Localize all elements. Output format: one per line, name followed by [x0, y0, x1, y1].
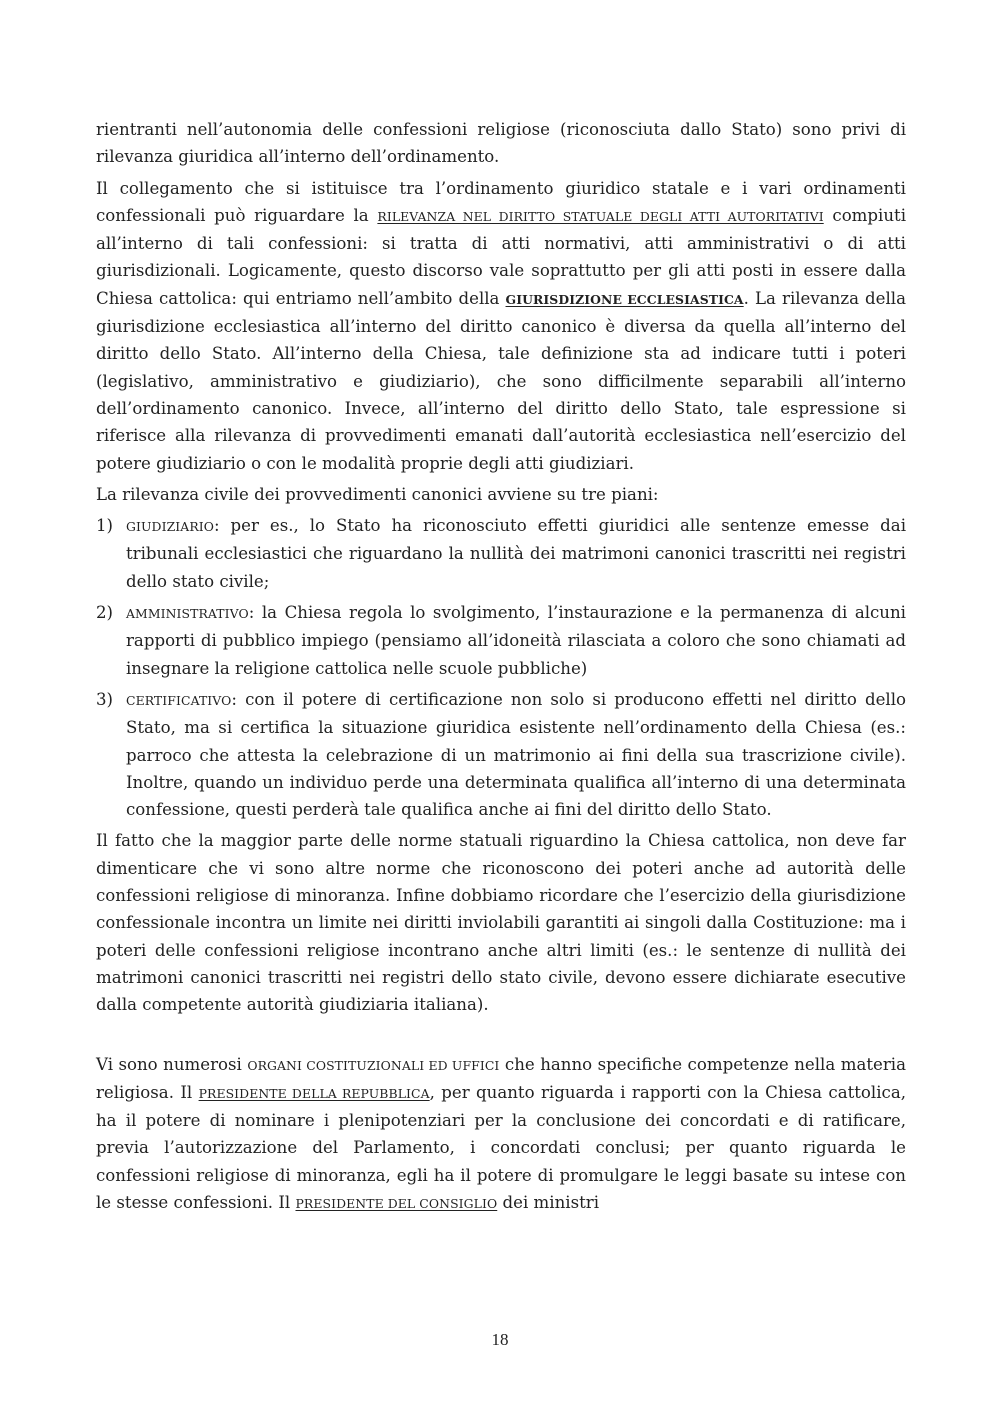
term-organi-costituzionali: ORGANI COSTITUZIONALI ED UFFICI — [247, 1057, 500, 1073]
paragraph-giurisdizione — [96, 175, 906, 477]
paragraph-continuation: rientranti nell’autonomia delle confessioni religiose (riconosciuta dallo Stato) sono privi di rilevanza giuridica all’interno dell’ordinamento. — [96, 120, 906, 167]
paragraph-tre-piani: La rilevanza civile dei provvedimenti canonici avviene su tre piani: — [96, 484, 659, 504]
term-amministrativo: AMMINISTRATIVO — [126, 606, 249, 622]
text-run: dei ministri — [497, 1192, 600, 1212]
list-text: : con il potere di certificazione non solo si producono effetti nel diritto dello Stato, ma si certifica la situazione giuridica esistente nell’ordinamento della Chiesa (es.: parroco che attesta la celebrazione di un matrimonio ai fini della sua trascrizione civile). Inoltre, quando un individuo perde una determinata qualifica all’interno di una determinata confessione, questi perderà tale qualifica anche ai fini del diritto dello Stato. — [126, 689, 906, 820]
term-rilevanza-atti-autoritativi: RILEVANZA NEL DIRITTO STATUALE DEGLI ATTI AUTORITATIVI — [377, 208, 824, 224]
paragraph-minoranza: Il fatto che la maggior parte delle norme statuali riguardino la Chiesa cattolica, non deve far dimenticare che vi sono altre norme che riconoscono dei poteri anche ad autorità delle confessioni religiose di minoranza. Infine dobbiamo ricordare che l’esercizio della giurisdizione confessionale incontra un limite nei diritti inviolabili garantiti ai singoli dalla Costituzione: ma i poteri delle confessioni religiose incontrano anche altri limiti (es.: le sentenze di nullità dei matrimoni canonici trascritti nei registri dello stato civile, devono essere dichiarate esecutive dalla competente autorità giudiziaria italiana). — [96, 831, 906, 1015]
list-number: 2) — [96, 603, 114, 623]
paragraph-gap — [96, 1023, 906, 1051]
term-presidente-consiglio: PRESIDENTE DEL CONSIGLIO — [295, 1195, 498, 1211]
text-run: . La rilevanza della giurisdizione ecclesiastica all’interno del diritto canonico è diversa da quella all’interno del diritto dello Stato. All’interno della Chiesa, tale definizione sta ad indicare tutti i poteri (legislativo, amministrativo e giudiziario), che sono difficilmente separabili all’interno dell’ordinamento canonico. Invece, all’interno del diritto dello Stato, tale espressione si riferisce alla rilevanza di provvedimenti emanati dall’autorità ecclesiastica nell’esercizio del potere giudiziario o con le modalità proprie degli atti giudiziari. — [96, 288, 906, 473]
term-giudiziario: GIUDIZIARIO — [126, 519, 214, 535]
term-presidente-repubblica: PRESIDENTE DELLA REPUBBLICA — [198, 1085, 430, 1101]
list-item — [96, 512, 906, 595]
list-item — [96, 599, 906, 682]
page-body — [96, 116, 906, 1221]
list-number: 3) — [96, 689, 114, 709]
list-piani — [96, 512, 906, 823]
list-item — [96, 686, 906, 823]
text-run: Il collegamento che si istituisce tra l’ordinamento giuridico statale e i vari ordinamenti confessionali può riguardare la — [96, 178, 906, 225]
list-text: : per es., lo Stato ha riconosciuto effetti giuridici alle sentenze emesse dai tribunali ecclesiastici che riguardano la nullità dei matrimoni canonici trascritti nei registri dello stato civile; — [126, 516, 906, 591]
text-run: compiuti all’interno di tali confessioni: si tratta di atti normativi, atti amministrativi o di atti giurisdizionali. Logicamente, questo discorso vale soprattutto per gli atti posti in essere dalla Chiesa cattolica: qui entriamo nell’ambito della — [96, 205, 907, 308]
text-run: Vi sono numerosi — [96, 1054, 248, 1074]
term-certificativo: CERTIFICATIVO — [126, 692, 232, 708]
paragraph-organi — [96, 1051, 906, 1218]
text-run: , per quanto riguarda i rapporti con la Chiesa cattolica, ha il potere di nominare i plenipotenziari per la conclusione dei concordati e di ratificare, previa l’autorizzazione del Parlamento, i concordati conclusi; per quanto riguarda le confessioni religiose di minoranza, egli ha il potere di promulgare le leggi basate su intese con le stesse confessioni. Il — [96, 1082, 907, 1212]
page-number: 18 — [491, 1330, 509, 1349]
list-text: : la Chiesa regola lo svolgimento, l’instaurazione e la permanenza di alcuni rapporti di pubblico impiego (pensiamo all’idoneità rilasciata a coloro che sono chiamati ad insegnare la religione cattolica nelle scuole pubbliche) — [126, 603, 906, 678]
list-number: 1) — [96, 516, 114, 536]
text-run: che hanno specifiche competenze nella materia religiosa. Il — [96, 1054, 906, 1102]
term-giurisdizione-ecclesiastica: GIURISDIZIONE ECCLESIASTICA — [505, 291, 744, 307]
